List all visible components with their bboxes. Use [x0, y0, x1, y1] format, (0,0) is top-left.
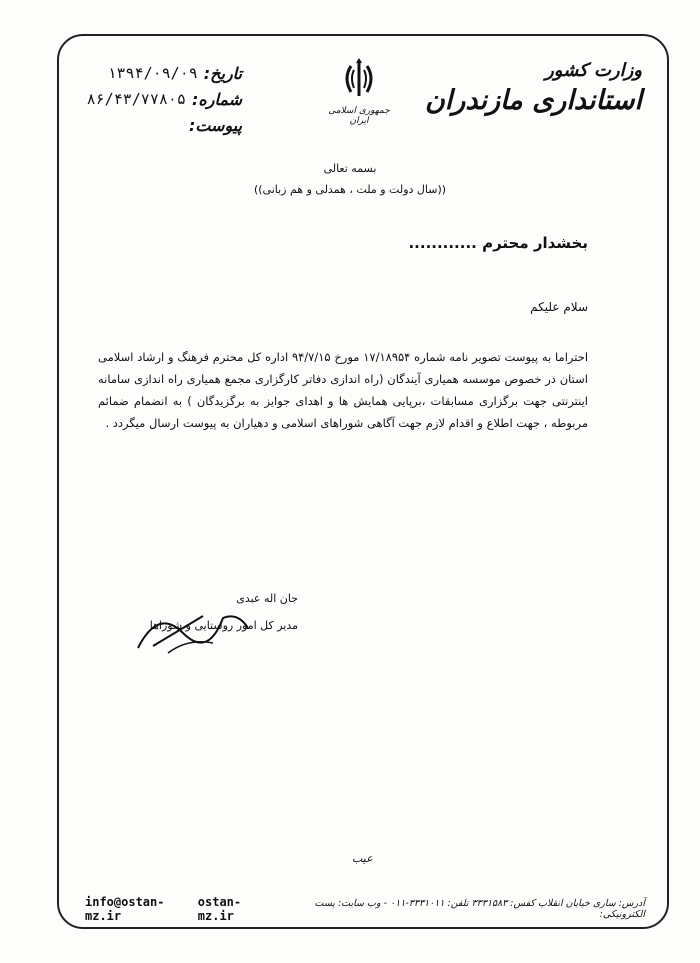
handwritten-signature-icon: [128, 598, 258, 658]
number-row: [86, 86, 242, 112]
footer-email: info@ostan-mz.ir: [85, 895, 165, 923]
number-label: شماره:: [191, 89, 242, 109]
emblem-block: [324, 56, 394, 126]
page-mark: عیب: [352, 852, 373, 865]
signature-block: [118, 592, 298, 632]
year-motto: ((سال دولت و ملت ، همدلی و هم زبانی)): [253, 183, 447, 196]
basmala: بسمه تعالی: [323, 162, 377, 175]
ministry-name: وزارت کشور: [545, 60, 642, 81]
attachment-row: [92, 112, 242, 138]
letterhead-organization: [425, 60, 642, 116]
iran-emblem-icon: [339, 56, 379, 100]
signer-name: جان اله عبدی: [236, 592, 298, 605]
footer-address: آدرس: ساری خیابان انقلاب کفس: ۳۳۳۱۵۸۳ تلفن: ۳۳۳۱۰۱۱-۰۱۱ - وب سایت: پست الکترونیکی:: [314, 898, 645, 920]
recipient: بخشدار محترم ............: [408, 234, 588, 252]
date-label: تاریخ:: [203, 63, 242, 83]
footer: [85, 895, 645, 923]
signer-title: مدیر کل امور روستایی و شوراها: [149, 619, 298, 632]
date-value: ۱۳۹۴/۰۹/۰۹: [107, 64, 198, 82]
attachment-label: پیوست:: [188, 115, 242, 135]
greeting: سلام علیکم: [530, 300, 588, 314]
emblem-caption: جمهوری اسلامی ایران: [328, 106, 390, 126]
letter-body: احتراما به پیوست تصویر نامه شماره ۱۷/۱۸۹۵۴ مورخ ۹۴/۷/۱۵ اداره کل محترم فرهنگ و ارشاد اسلامی استان در خصوص موسسه همیاری آیندگان (راه اندازی دفاتر کارگزاری مجمع همیاری راه اندازی سامانه اینترنتی جهت برگزاری مسابقات ،برپایی همایش ها و اهدای جوایز به برگزیدگان ) به انضمام ضمائم مربوطه ، جهت اطلاع و اقدام لازم جهت آگاهی شوراهای اسلامی و دهیاران به پیوست ارسال میگردد .: [98, 350, 589, 430]
governorate-name: استانداری مازندران: [424, 85, 642, 116]
date-row: [92, 60, 242, 86]
letter-meta: [86, 60, 242, 138]
footer-website: ostan-mz.ir: [197, 895, 242, 923]
number-value: ۸۶/۴۳/۷۷۸۰۵: [86, 90, 186, 108]
